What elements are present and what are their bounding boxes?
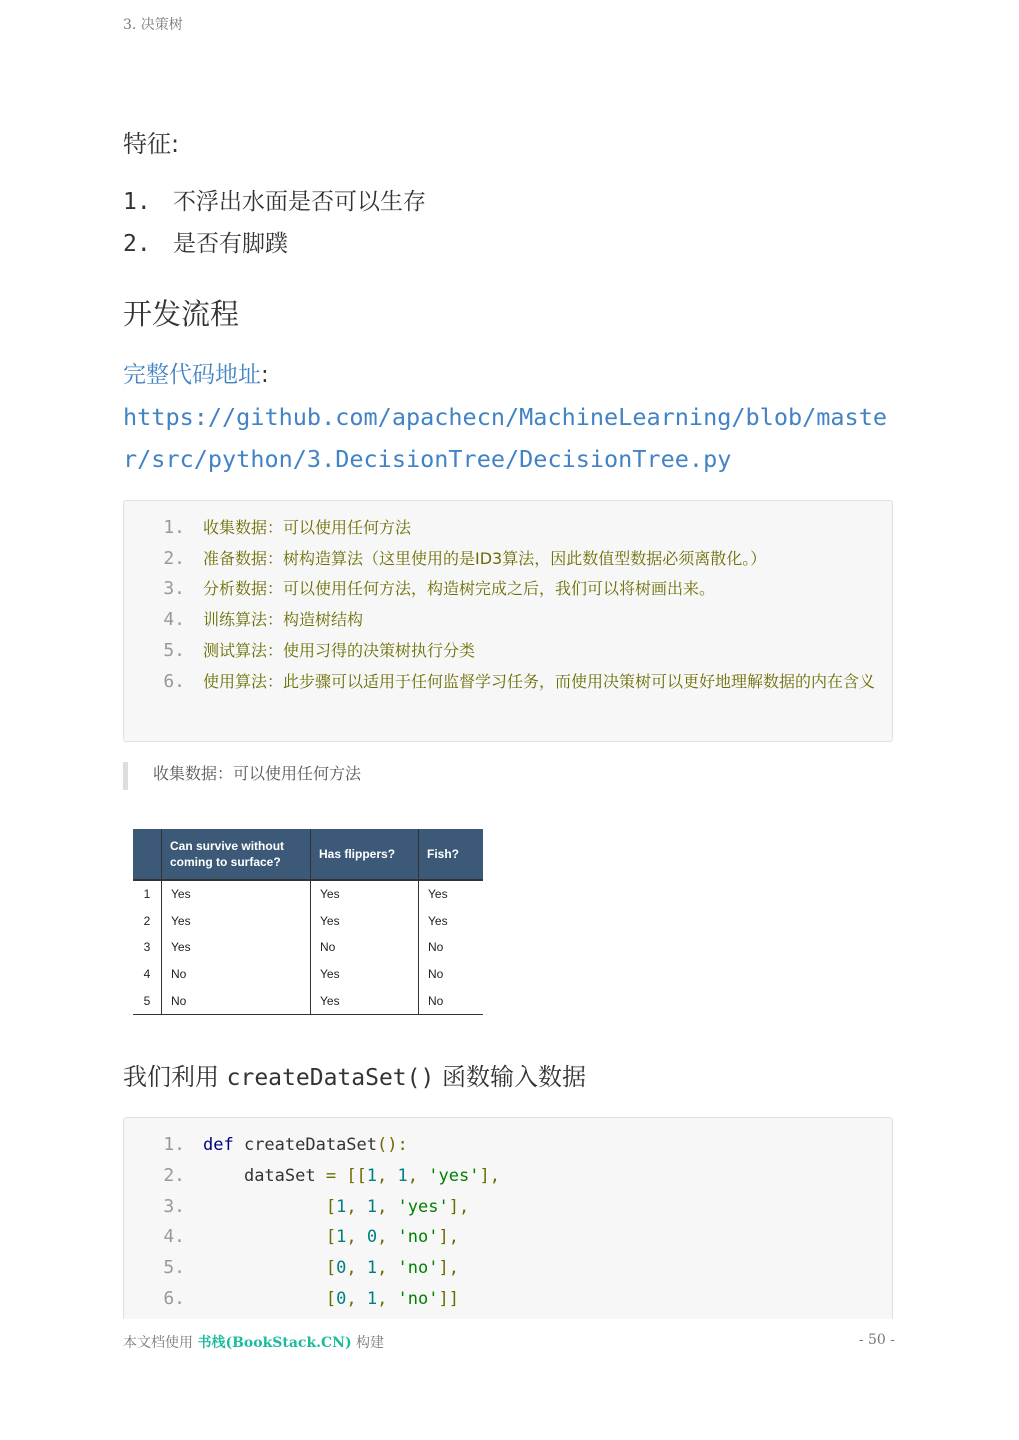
steps-code-block	[123, 500, 893, 742]
fish-table-image	[133, 829, 483, 1015]
dev-process-heading: 开发流程	[123, 297, 240, 331]
line-number: 4.	[163, 609, 185, 631]
function-name: createDataSet()	[226, 1065, 435, 1091]
step-row	[124, 513, 892, 544]
list-item	[123, 184, 426, 226]
line-number: 6.	[163, 670, 185, 692]
line-number: 3.	[163, 1195, 185, 1217]
step-row	[124, 605, 892, 636]
line-number: 4.	[163, 1226, 185, 1248]
blockquote: 收集数据：可以使用任何方法	[123, 762, 361, 790]
repo-url	[123, 396, 913, 480]
line-number: 6.	[163, 1287, 185, 1309]
line-number: 3.	[163, 578, 185, 600]
step-text: 准备数据：树构造算法（这里使用的是ID3算法，因此数值型数据必须离散化。）	[203, 548, 767, 568]
table-row: 2 Yes Yes Yes	[133, 908, 483, 935]
table-row: 1 Yes Yes Yes	[133, 880, 483, 908]
fish-table	[133, 829, 483, 1015]
step-text: 分析数据：可以使用任何方法，构造树完成之后，我们可以将树画出来。	[203, 579, 716, 599]
page-footer: 本文档使用 书栈(BookStack.CN) 构建 - 50 -	[123, 1332, 895, 1351]
line-number: 2.	[163, 1164, 185, 1186]
create-dataset-heading: 我们利用 createDataSet() 函数输入数据	[123, 1063, 586, 1091]
repo-url-link[interactable]: https://github.com/apachecn/MachineLearning/blob/master/src/python/3.DecisionTree/DecisionTree.py	[123, 403, 888, 473]
features-heading: 特征:	[123, 130, 180, 158]
line-number: 5.	[163, 1257, 185, 1279]
table-row: 4 No Yes No	[133, 961, 483, 988]
line-number: 1.	[163, 1134, 185, 1155]
code-line: 4. [1, 0, 'no'],	[124, 1222, 892, 1253]
python-code-block	[123, 1117, 893, 1319]
step-row	[124, 636, 892, 667]
step-text: 收集数据：可以使用任何方法	[203, 518, 412, 537]
chapter-header: 3. 决策树	[123, 17, 183, 33]
code-line: 2. dataSet = [[1, 1, 'yes'],	[124, 1161, 892, 1192]
table-header: Fish?	[419, 829, 484, 880]
list-text: 不浮出水面是否可以生存	[173, 189, 426, 215]
step-text: 测试算法：使用习得的决策树执行分类	[203, 640, 476, 660]
colon: :	[261, 362, 269, 388]
code-link-line	[123, 356, 269, 389]
line-number: 1.	[163, 517, 185, 538]
table-corner	[133, 829, 162, 880]
table-row: 5 No Yes No	[133, 987, 483, 1014]
line-number: 5.	[163, 639, 185, 661]
code-line: 1. def createDataSet():	[124, 1130, 892, 1161]
code-line: 3. [1, 1, 'yes'],	[124, 1192, 892, 1223]
bookstack-link[interactable]: 书栈(BookStack.CN)	[197, 1335, 352, 1351]
code-link[interactable]: 完整代码地址	[123, 362, 261, 388]
table-header: Can survive without coming to surface?	[162, 829, 311, 880]
list-item	[123, 226, 426, 268]
features-list	[123, 184, 426, 268]
step-row	[124, 574, 892, 605]
step-row	[124, 667, 892, 698]
table-header: Has flippers?	[311, 829, 419, 880]
code-line: 5. [0, 1, 'no'],	[124, 1253, 892, 1284]
page-number: - 50 -	[858, 1332, 895, 1348]
step-row	[124, 544, 892, 575]
step-text: 训练算法：构造树结构	[203, 610, 364, 630]
list-text: 是否有脚蹼	[173, 231, 288, 257]
table-row: 3 Yes No No	[133, 934, 483, 961]
list-number: 2.	[123, 231, 151, 257]
code-line: 6. [0, 1, 'no']]	[124, 1284, 892, 1315]
line-number: 2.	[163, 547, 185, 569]
step-text: 使用算法：此步骤可以适用于任何监督学习任务，而使用决策树可以更好地理解数据的内在含义	[203, 671, 876, 691]
list-number: 1.	[123, 189, 151, 215]
